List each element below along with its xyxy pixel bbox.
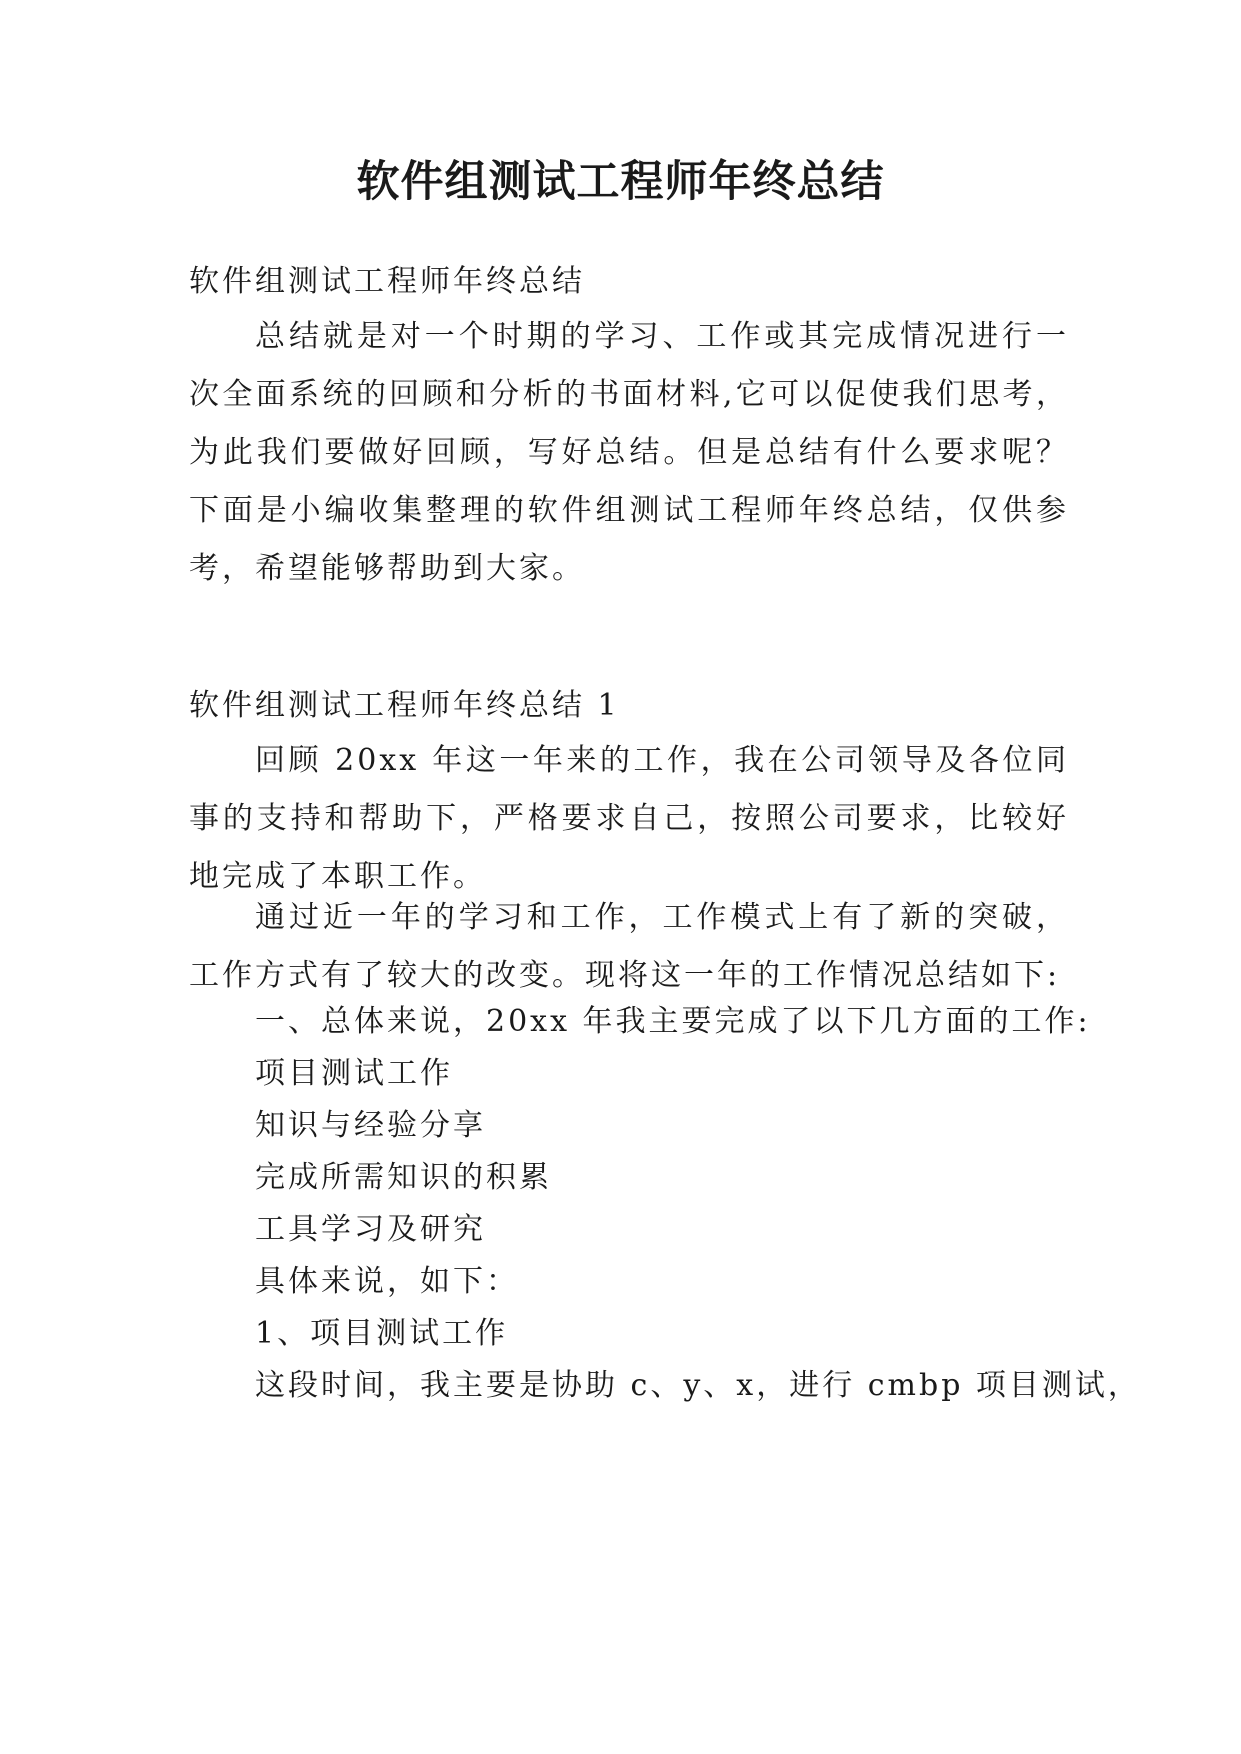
paragraph-2: 通过近一年的学习和工作，工作模式上有了新的突破，工作方式有了较大的改变。现将这一年的工作情况总结如下: xyxy=(189,900,1069,993)
subtitle: 软件组测试工程师年终总结 xyxy=(189,264,585,299)
section-heading: 软件组测试工程师年终总结 1 xyxy=(189,688,620,723)
list-item: 工具学习及研究 xyxy=(255,1212,486,1247)
document-title: 软件组测试工程师年终总结 xyxy=(356,157,885,207)
paragraph-3: 一、总体来说，20xx 年我主要完成了以下几方面的工作: xyxy=(255,1004,1091,1039)
paragraph-4: 具体来说，如下： xyxy=(255,1264,519,1299)
list-item: 项目测试工作 xyxy=(255,1056,453,1091)
intro-paragraph: 总结就是对一个时期的学习、工作或其完成情况进行一次全面系统的回顾和分析的书面材料,它可以促使我们思考，为此我们要做好回顾，写好总结。但是总结有什么要求呢？下面是小编收集整理的软件组测试工程师年终总结，仅供参考，希望能够帮助到大家。 xyxy=(189,319,1069,586)
paragraph-6: 这段时间，我主要是协助 c、y、x，进行 cmbp 项目测试， xyxy=(255,1368,1141,1403)
paragraph-5: 1、项目测试工作 xyxy=(255,1316,509,1351)
list-item: 完成所需知识的积累 xyxy=(255,1160,552,1195)
paragraph-1: 回顾 20xx 年这一年来的工作，我在公司领导及各位同事的支持和帮助下，严格要求自己，按照公司要求，比较好地完成了本职工作。 xyxy=(189,743,1069,894)
list-item: 知识与经验分享 xyxy=(255,1108,486,1143)
